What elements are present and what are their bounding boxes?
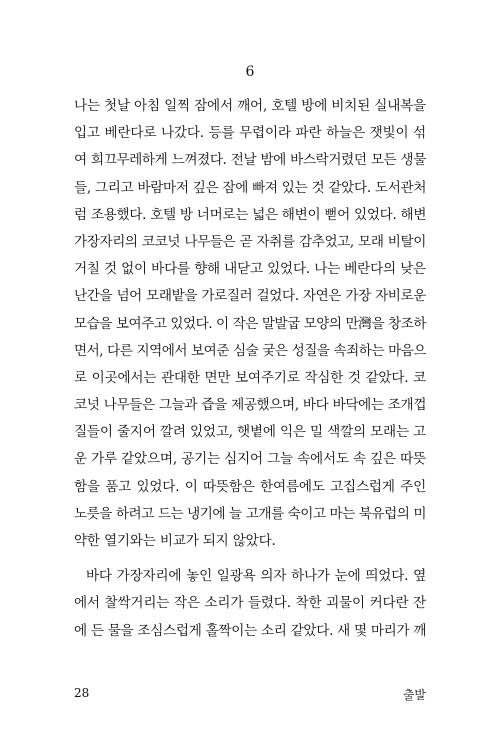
text-line: 운 가루 같았으며, 공기는 심지어 그늘 속에서도 속 깊은 따뜻 [74,451,426,468]
page-number: 28 [74,686,90,700]
text-line: 여 희끄무레하게 느껴졌다. 전날 밤에 바스락거렸던 모든 생물 [74,152,426,169]
text-line: 난간을 넘어 모래밭을 가로질러 걸었다. 자연은 가장 자비로운 [74,288,426,305]
text-line: 에서 찰싹거리는 작은 소리가 들렸다. 착한 괴물이 커다란 잔 [74,595,426,612]
text-line: 바다 가장자리에 놓인 일광욕 의자 하나가 눈에 띄었다. 옆 [86,568,426,585]
text-line: 면서, 다른 지역에서 보여준 심술 궂은 성질을 속죄하는 마음으 [74,342,426,359]
text-line: 로 이곳에서는 관대한 면만 보여주기로 작심한 것 같았다. 코 [74,369,426,386]
body-text [74,93,426,645]
paragraph [74,93,426,555]
text-line: 모습을 보여주고 있었다. 이 작은 말발굽 모양의 만灣을 창조하 [74,315,426,332]
chapter-number: 6 [245,64,255,80]
text-line: 거칠 것 없이 바다를 향해 내닫고 있었다. 나는 베란다의 낮은 [74,261,426,278]
text-line: 약한 열기와는 비교가 되지 않았다. [74,533,276,549]
text-line: 코넛 나무들은 그늘과 즙을 제공했으며, 바다 바닥에는 조개껍 [74,397,426,414]
text-line: 가장자리의 코코넛 나무들은 곧 자취를 감추었고, 모래 비탈이 [74,233,426,250]
text-line: 질들이 줄지어 깔려 있었고, 햇볕에 익은 밀 색깔의 모래는 고 [74,424,426,441]
text-line: 함을 품고 있었다. 이 따뜻함은 한여름에도 고집스럽게 주인 [74,478,426,495]
running-title: 출발 [402,688,426,702]
text-line: 입고 베란다로 나갔다. 등를 무렵이라 파란 하늘은 잿빛이 섞 [74,125,426,142]
text-line: 노릇을 하려고 드는 냉기에 늘 고개를 숙이고 마는 북유럽의 미 [74,505,426,522]
text-line: 들, 그리고 바람마저 깊은 잠에 빠져 있는 것 같았다. 도서관처 [74,179,427,196]
text-line: 럼 조용했다. 호텔 방 너머로는 넓은 해변이 뻗어 있었다. 해변 [74,206,427,223]
text-line: 에 든 물을 조심스럽게 홀짝이는 소리 같았다. 새 몇 마리가 깨 [74,622,427,639]
paragraph-gap [74,555,426,563]
text-line: 나는 첫날 아침 일찍 잠에서 깨어, 호텔 방에 비치된 실내복을 [74,98,426,114]
paragraph [74,563,426,645]
